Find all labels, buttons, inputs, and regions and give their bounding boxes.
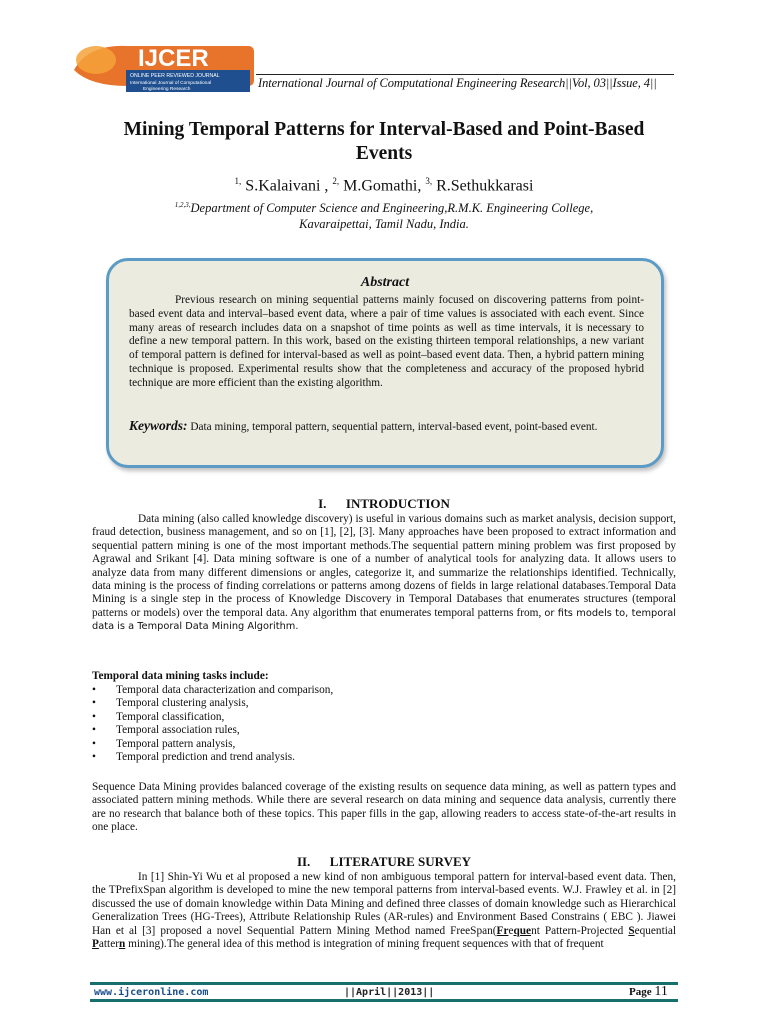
author-3-name: R.Sethukkarasi xyxy=(436,177,534,195)
intro-paragraph xyxy=(92,513,676,634)
title-line-1: Mining Temporal Patterns for Interval-Based and Point-Based xyxy=(123,119,645,140)
affiliation-line-2: Kavaraipettai, Tamil Nadu, India. xyxy=(299,217,469,232)
list-item: • Temporal clustering analysis, xyxy=(92,697,676,710)
ijcer-logo xyxy=(68,40,254,98)
author-1-sup: 1, xyxy=(234,176,242,186)
keywords-label: Keywords: xyxy=(129,418,188,433)
freespan-s: S xyxy=(628,924,635,937)
logo-caption-1: International Journal of Computational xyxy=(130,81,212,86)
abstract-box xyxy=(106,258,664,468)
freespan-equential: equential xyxy=(634,924,677,937)
tasks-heading: Temporal data mining tasks include: xyxy=(92,670,269,682)
list-item: • Temporal association rules, xyxy=(92,724,676,737)
logo-caption-2: Engineering Research xyxy=(143,87,191,92)
keywords xyxy=(129,419,644,434)
section-heading-literature-survey: II. LITERATURE SURVEY xyxy=(296,854,472,869)
survey-paragraph xyxy=(92,871,676,951)
author-1-name: S.Kalaivani , xyxy=(245,177,329,195)
freespan-nt: nt Pattern-Projected xyxy=(531,924,629,937)
logo-text: IJCER xyxy=(138,45,209,72)
abstract-text: Previous research on mining sequential patterns mainly focused on discovering patterns from point-based event data and interval–based event data, where a pair of time values is associated with each event. Since many areas of research includes data on a snapshot of time points as well as time intervals, it is necessary to define a new temporal pattern. In this work, based on the existing thirteen temporal relationships, a new variant of temporal pattern is defined for interval-based as well as point–based event data. Then, a hybrid pattern mining technique is proposed. Experimental results show that the completeness and accuracy of the proposed hybrid technique are more efficient than the existing algorithm. xyxy=(129,294,644,389)
author-list xyxy=(92,176,676,195)
survey-text-a: In [1] Shin-Yi Wu et al proposed a new kind of non ambiguous temporal pattern for interval-based event data. Then, the TPrefixSpan algorithm is developed to mine the new temporal patterns from interval-based events. W.J. Frawley et al. in [2] discussed the use of domain knowledge within Data Mining and defined three classes of domain knowledge such as Hierarchical Generalization Trees (HG-Trees), Attribute Relationship Rules (AR-rules) and Environment Based Constrains ( EBC ). Jiawei Han et al [3] proposed a novel Sequential Pattern Mining Method named FreeSpan( xyxy=(92,871,676,937)
list-item: • Temporal classification, xyxy=(92,711,676,724)
freespan-fr: Fr xyxy=(496,924,509,937)
author-3-sup: 3, xyxy=(425,176,433,186)
journal-header: International Journal of Computational Engineering Research||Vol, 03||Issue, 4|| xyxy=(258,76,657,90)
keywords-text: Data mining, temporal pattern, sequential pattern, interval-based event, point-based event. xyxy=(187,421,598,433)
freespan-n: n xyxy=(118,938,126,951)
list-item: • Temporal data characterization and comparison, xyxy=(92,684,676,697)
intro-paragraph-tail: or fits models to, temporal data is a Temporal Data Mining Algorithm. xyxy=(92,607,677,633)
affiliation-line-1: Department of Computer Science and Engineering,R.M.K. Engineering College, xyxy=(190,201,594,216)
paper-title xyxy=(92,118,676,166)
freespan-atter: atter xyxy=(98,938,119,951)
author-2-name: M.Gomathi, xyxy=(343,177,422,195)
sequence-mining-paragraph: Sequence Data Mining provides balanced coverage of the existing results on sequence data mining, as well as pattern types and associated pattern mining methods. While there are several research on data mining and sequence data analysis, currently there are no research that balance both of these topics. This paper fills in the gap, allowing readers to access state-of-the-art results in one place. xyxy=(92,781,676,834)
freespan-p: P xyxy=(92,938,99,951)
page-number: 11 xyxy=(654,984,668,999)
affiliation xyxy=(92,197,676,232)
abstract-heading: Abstract xyxy=(360,275,410,290)
author-2-sup: 2, xyxy=(332,176,340,186)
affiliation-sup: 1,2,3, xyxy=(174,201,191,209)
footer-url[interactable]: www.ijceronline.com xyxy=(94,987,209,998)
header-rule xyxy=(256,74,674,75)
survey-text-b: mining).The general idea of this method is integration of mining frequent sequences with that of frequent xyxy=(125,938,604,951)
footer-date: ||April||2013|| xyxy=(344,987,435,998)
intro-paragraph-text: Data mining (also called knowledge discovery) is useful in various domains such as market analysis, decision support, fraud detection, business management, and so on [1], [2], [3]. Many approaches have been proposed to extract information and sequential pattern mining is one of the most important methods.The sequential pattern mining problem was first proposed by Agrawal and Srikant [4]. Data mining software is one of a number of analytical tools for analyzing data. It allows users to analyze data from many different dimensions or angles, categorize it, and summarize the relationships identified. Technically, data mining is the process of finding correlations or patterns among dozens of fields in large relational databases.Temporal Data Mining is a single step in the process of Knowledge Discovery in Temporal Databases that enumerates structures (temporal patterns or models) over the temporal data. Any algorithm that enumerates temporal patterns from, xyxy=(92,513,676,619)
footer-page xyxy=(629,984,668,1000)
title-line-2: Events xyxy=(355,143,413,164)
page-label: Page xyxy=(629,986,655,998)
freespan-que: que xyxy=(513,924,532,937)
logo-subtext: ONLINE PEER REVIEWED JOURNAL xyxy=(130,73,220,79)
tasks-list xyxy=(92,684,676,764)
freespan-e: e xyxy=(508,924,514,937)
section-heading-introduction: I. INTRODUCTION xyxy=(318,496,450,511)
list-item: • Temporal prediction and trend analysis. xyxy=(92,751,676,764)
list-item: • Temporal pattern analysis, xyxy=(92,738,676,751)
